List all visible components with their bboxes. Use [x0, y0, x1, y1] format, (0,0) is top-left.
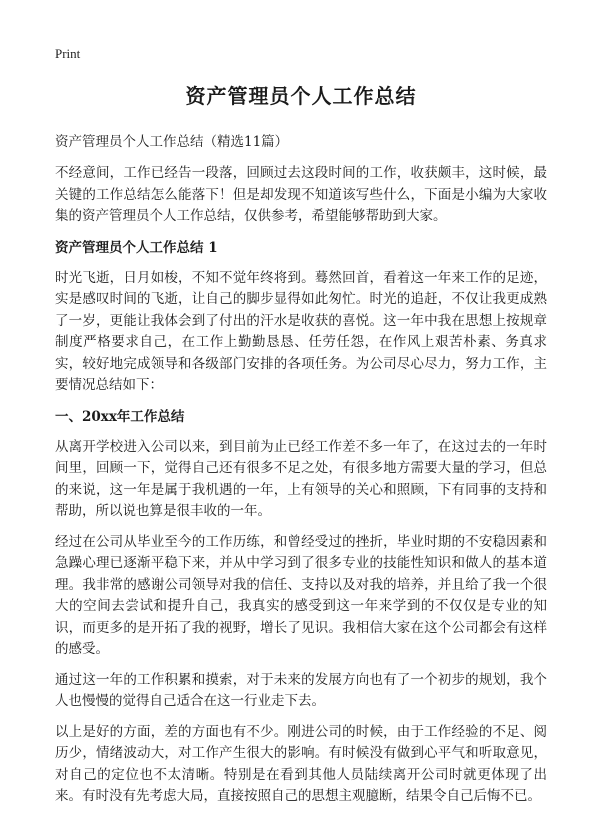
section-heading: 资产管理员个人工作总结 1: [55, 239, 218, 256]
body-paragraph: 以上是好的方面，差的方面也有不少。刚进公司的时候，由于工作经验的不足、阅历少，情绪波动大，对工作产生很大的影响。有时候没有做到心平气和听取意见，对自己的定位也不太清晰。特别是在看到其他人员陆续离开公司时就更体现了出来。有时没有先考虑大局，直接按照自己的思想主观臆断，结果令自己后悔不已。: [55, 723, 547, 804]
document-subtitle: 资产管理员个人工作总结（精选11篇）: [55, 134, 289, 150]
print-link[interactable]: Print: [55, 46, 81, 61]
subsection-heading: 一、20xx年工作总结: [55, 408, 185, 425]
section-paragraph: 时光飞逝，日月如梭，不知不觉年终将到。蓦然回首，看着这一年来工作的足迹，实是感叹时间的飞逝，让自己的脚步显得如此匆忙。时光的追赶，不仅让我更成熟了一岁，更能让我体会到了付出的汗水是收获的喜悦。这一年中我在思想上按规章制度严格要求自己，在工作上勤勤恳恳、任劳任怨，在作风上艰苦朴素、务真求实，较好地完成领导和各级部门安排的各项任务。为公司尽心尽力，努力工作，主要情况总结如下：: [55, 269, 547, 393]
document-body: [55, 80, 547, 817]
intro-paragraph: 不经意间，工作已经告一段落，回顾过去这段时间的工作，收获颇丰，这时候，最关键的工作总结怎么能落下！但是却发现不知道该写些什么，下面是小编为大家收集的资产管理员个人工作总结，仅供参考，希望能够帮助到大家。: [55, 165, 547, 224]
body-paragraph: 经过在公司从毕业至今的工作历练，和曾经受过的挫折，毕业时期的不安稳因素和急躁心理已逐渐平稳下来，并从中学习到了很多专业的技能性知识和做人的基本道理。我非常的感谢公司领导对我的信任、支持以及对我的培养，并且给了我一个很大的空间去尝试和提升自己，我真实的感受到这一年来学到的不仅仅是专业的知识，而更多的是开拓了我的视野，增长了见识。我相信大家在这个公司都会有这样的感受。: [55, 533, 547, 657]
page-title: 资产管理员个人工作总结: [185, 84, 417, 108]
body-paragraph: 通过这一年的工作积累和摸索，对于未来的发展方向也有了一个初步的规划，我个人也慢慢的觉得自己适合在这一行业走下去。: [55, 671, 547, 709]
body-paragraph: 从离开学校进入公司以来，到目前为止已经工作差不多一年了，在这过去的一年时间里，回顾一下，觉得自己还有很多不足之处，有很多地方需要大量的学习，但总的来说，这一年是属于我机遇的一年，上有领导的关心和照顾，下有同事的支持和帮助，所以说也算是很丰收的一年。: [55, 438, 547, 519]
